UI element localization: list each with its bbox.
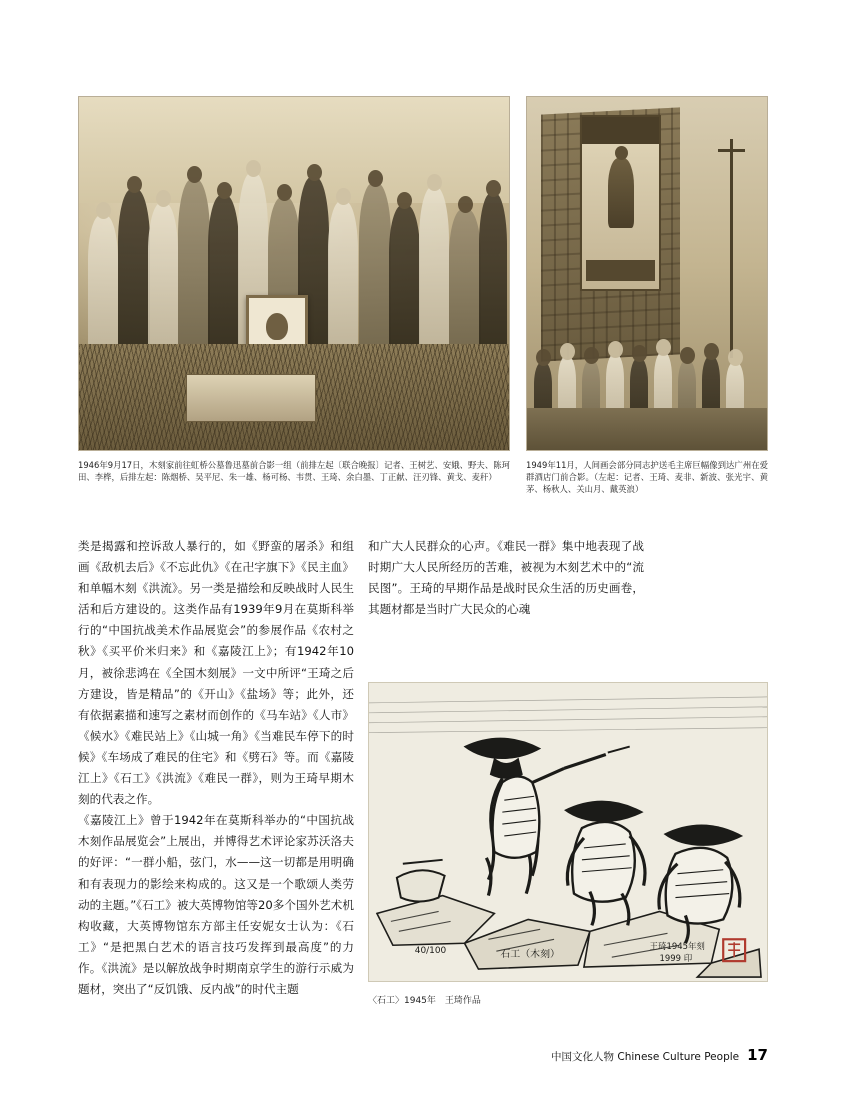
publication-name: 中国文化人物 Chinese Culture People (551, 1051, 740, 1063)
crowd-figure (178, 179, 210, 365)
figure-head (536, 349, 551, 366)
figure-head (632, 345, 647, 362)
figure-head (486, 180, 501, 197)
photo-caption-right: 1949年11月，人间画会部分同志护送毛主席巨幅像到达广州在爱群酒店门前合影。（左起：记者、王琦、麦非、新波、张光宇、黄茅、杨秋人、关山月、戴英浪） (526, 460, 768, 495)
svg-text:40/100: 40/100 (414, 946, 447, 957)
crowd-figure (148, 203, 178, 365)
street-road (527, 408, 767, 450)
figure-head (560, 343, 575, 360)
paragraph: 和广大人民群众的心声。《难民一群》集中地表现了战时期广大人民所经历的苦难，被视为木刻艺术中的“流民图”。王琦的早期作品是战时民众生活的历史画卷，其题材都是当时广大民众的心魂 (368, 539, 644, 617)
woodcut-artwork (368, 682, 768, 982)
portrait-face (266, 313, 288, 340)
figure-head (728, 349, 743, 366)
body-column-left (78, 536, 354, 1000)
figure-head (680, 347, 695, 364)
banner-footer-strip (586, 260, 654, 281)
figure-head (704, 343, 719, 360)
figure-head (458, 196, 473, 213)
figure-head (656, 339, 671, 356)
crowd-figure (479, 193, 507, 365)
crowd-figure (88, 215, 118, 365)
paragraph: 类是揭露和控诉敌人暴行的，如《野蛮的屠杀》和组画《敌机去后》《不忘此仇》《在卍字旗下》《民主血》和单幅木刻《洪流》。另一类是描绘和反映战时人民生活和后方建设的。这类作品有1939年9月在莫斯科举行的“中国抗战美术作品展览会”的参展作品《农村之秋》《买平价米归来》和《嘉陵江上》；有1942年10月，被徐悲鸿在《全国木刻展》一文中所评“王琦之后方建设，皆是精品”的《开山》《盐场》等；此外，还有依据素描和速写之素材而创作的《马车站》《人市》《候水》《难民站上》《山城一角》《当难民车停下的时候》《车场成了难民的住宅》和《劈石》等。而《嘉陵江上》《石工》《洪流》《难民一群》，则为王琦早期木刻的代表之作。 (78, 539, 354, 807)
figure-head (96, 202, 111, 219)
figure-head (246, 160, 261, 177)
figure-head (277, 184, 292, 201)
crowd-figure (208, 195, 239, 365)
figure-head (156, 190, 171, 207)
crowd-figure (359, 183, 391, 365)
figure-head (427, 174, 442, 191)
page-number: 17 (747, 1046, 768, 1064)
woodcut-svg (369, 683, 767, 981)
figure-head (584, 347, 599, 364)
figure-head (187, 166, 202, 183)
svg-text:1999 印: 1999 印 (659, 953, 693, 964)
crowd-figure (328, 201, 358, 365)
photo-guangzhou-street (526, 96, 768, 451)
crowd-figure (389, 205, 420, 365)
crowd-figure (118, 189, 150, 365)
banner-header-strip (582, 117, 660, 145)
crowd-figure (449, 209, 481, 365)
photo-wreath (186, 374, 316, 422)
figure-head (217, 182, 232, 199)
photo-caption-left: 1946年9月17日，木刻家前往虹桥公墓鲁迅墓前合影一组（前排左起〔联合晚报〕记者、王树艺、安娥、野夫、陈珂田、李桦，后排左起：陈烟桥、吴平尼、朱一雄、杨可杨、韦贯、王琦、余白墨、丁正献、汪刃锋、黄戈、麦秆） (78, 460, 510, 483)
figure-head (397, 192, 412, 209)
photo-row (78, 96, 768, 451)
figure-head (307, 164, 322, 181)
figure-head (608, 341, 623, 358)
figure-head (368, 170, 383, 187)
photo-group-hongqiao (78, 96, 510, 451)
svg-text:王琦1945年刻: 王琦1945年刻 (649, 941, 705, 952)
paragraph: 《嘉陵江上》曾于1942年在莫斯科举办的“中国抗战木刻作品展览会”上展出，并博得艺术评论家苏沃洛夫的好评：“一群小船，弦门，水——这一切都是用明确和有表现力的影绘来构成的。这又是一个歌颂人类劳动的主题。”《石工》被大英博物馆等20多个国外艺术机构收藏，大英博物馆东方部主任安妮女士认为：《石工》“是把黑白艺术的语言技巧发挥到最高度”的力作。《洪流》是以解放战争时期南京学生的游行示威为题材，突出了“反饥饿、反内战”的时代主题 (78, 813, 354, 996)
page-footer (551, 1046, 768, 1064)
figure-head (127, 176, 142, 193)
banner-figure (608, 158, 634, 228)
body-column-right (368, 536, 644, 620)
artwork-caption: 〈石工〉1945年 王琦作品 (368, 996, 481, 1006)
mao-portrait-banner (580, 115, 662, 292)
svg-text:石工（木刻）: 石工（木刻） (500, 949, 561, 961)
crowd-figure (419, 187, 449, 365)
figure-head (336, 188, 351, 205)
